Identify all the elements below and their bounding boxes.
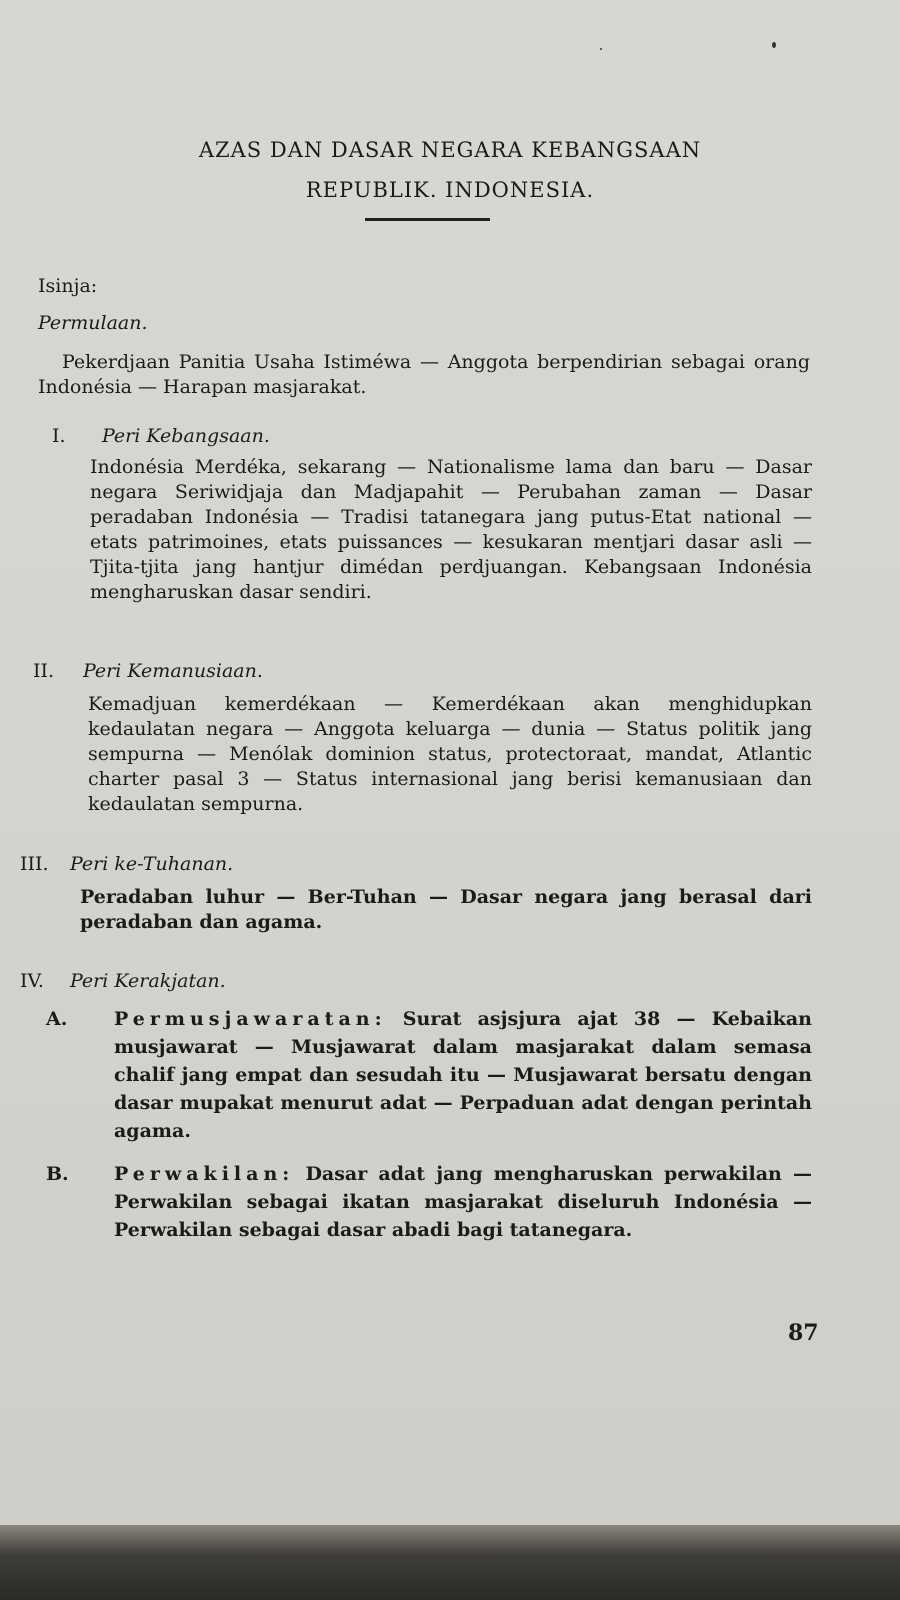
introduction-heading: Permulaan. — [38, 312, 148, 334]
subsection-letter: A. — [46, 1008, 68, 1030]
section-heading — [20, 853, 233, 875]
section-body: Indonésia Merdéka, sekarang — Nationalisme lama dan baru — Dasar negara Seriwidjaja dan Madjapahit — Perubahan zaman — Dasar peradaban Indonésia — Tradisi tatanegara jang putus-Etat national — etats patrimoines, etats puissances — kesukaran mentjari dasar asli — Tjita-tjita jang hantjur dimédan perdjuangan. Kebangsaan Indonésia mengharuskan dasar sendiri. — [90, 456, 812, 603]
subsection-paragraph — [46, 1005, 812, 1145]
contents-label: Isinja: — [38, 275, 98, 297]
section-heading — [52, 425, 270, 447]
subsection-body: Dasar adat jang mengharuskan perwakilan — Perwakilan sebagai ikatan masjarakat diseluruh Indonésia — Perwakilan sebagai dasar abadi bagi tatanegara. — [114, 1163, 812, 1241]
section-body: Peradaban luhur — Ber-Tuhan — Dasar negara jang berasal dari peradaban dan agama. — [80, 886, 812, 933]
book-edge — [0, 1525, 900, 1600]
section-title: Peri Kebangsaan. — [102, 425, 270, 447]
section-title: Peri ke-Tuhanan. — [70, 853, 234, 875]
section-number: II. — [33, 660, 55, 682]
title-underline — [365, 218, 490, 221]
subsection-body: Surat asjsjura ajat 38 — Kebaikan musjawarat — Musjawarat dalam masjarakat dalam semasa chalif jang empat dan sesudah itu — Musjawarat bersatu dengan dasar mupakat menurut adat — Perpaduan adat dengan perintah agama. — [114, 1008, 812, 1142]
section-number: IV. — [20, 970, 44, 992]
ink-speck — [772, 42, 776, 48]
document-title — [110, 130, 790, 210]
page-number: 87 — [788, 1320, 819, 1346]
ink-speck — [600, 48, 602, 50]
section-number: III. — [20, 853, 49, 875]
subsection-letter: B. — [46, 1163, 69, 1185]
title-line-1: AZAS DAN DASAR NEGARA KEBANGSAAN — [198, 138, 702, 162]
subsection-paragraph — [46, 1160, 812, 1244]
section-title: Peri Kemanusiaan. — [83, 660, 263, 682]
subsection-heading: Perwakilan: — [114, 1163, 295, 1185]
section-heading — [20, 970, 226, 992]
section-title: Peri Kerakjatan. — [70, 970, 226, 992]
title-line-2: REPUBLIK. INDONESIA. — [305, 178, 595, 202]
subsection-heading: Permusjawaratan: — [114, 1008, 387, 1030]
section-number: I. — [52, 425, 66, 447]
section-body: Kemadjuan kemerdékaan — Kemerdékaan akan menghidupkan kedaulatan negara — Anggota keluarga — dunia — Status politik jang sempurna — Menólak dominion status, protectoraat, mandat, Atlantic charter pasal 3 — Status internasional jang berisi kemanusiaan dan kedaulatan sempurna. — [88, 693, 812, 815]
introduction-text: Pekerdjaan Panitia Usaha Istiméwa — Anggota berpendirian sebagai orang Indonésia — Harapan masjarakat. — [38, 351, 810, 398]
subsection — [46, 1160, 812, 1244]
subsection — [46, 1005, 812, 1145]
section-heading — [33, 660, 263, 682]
